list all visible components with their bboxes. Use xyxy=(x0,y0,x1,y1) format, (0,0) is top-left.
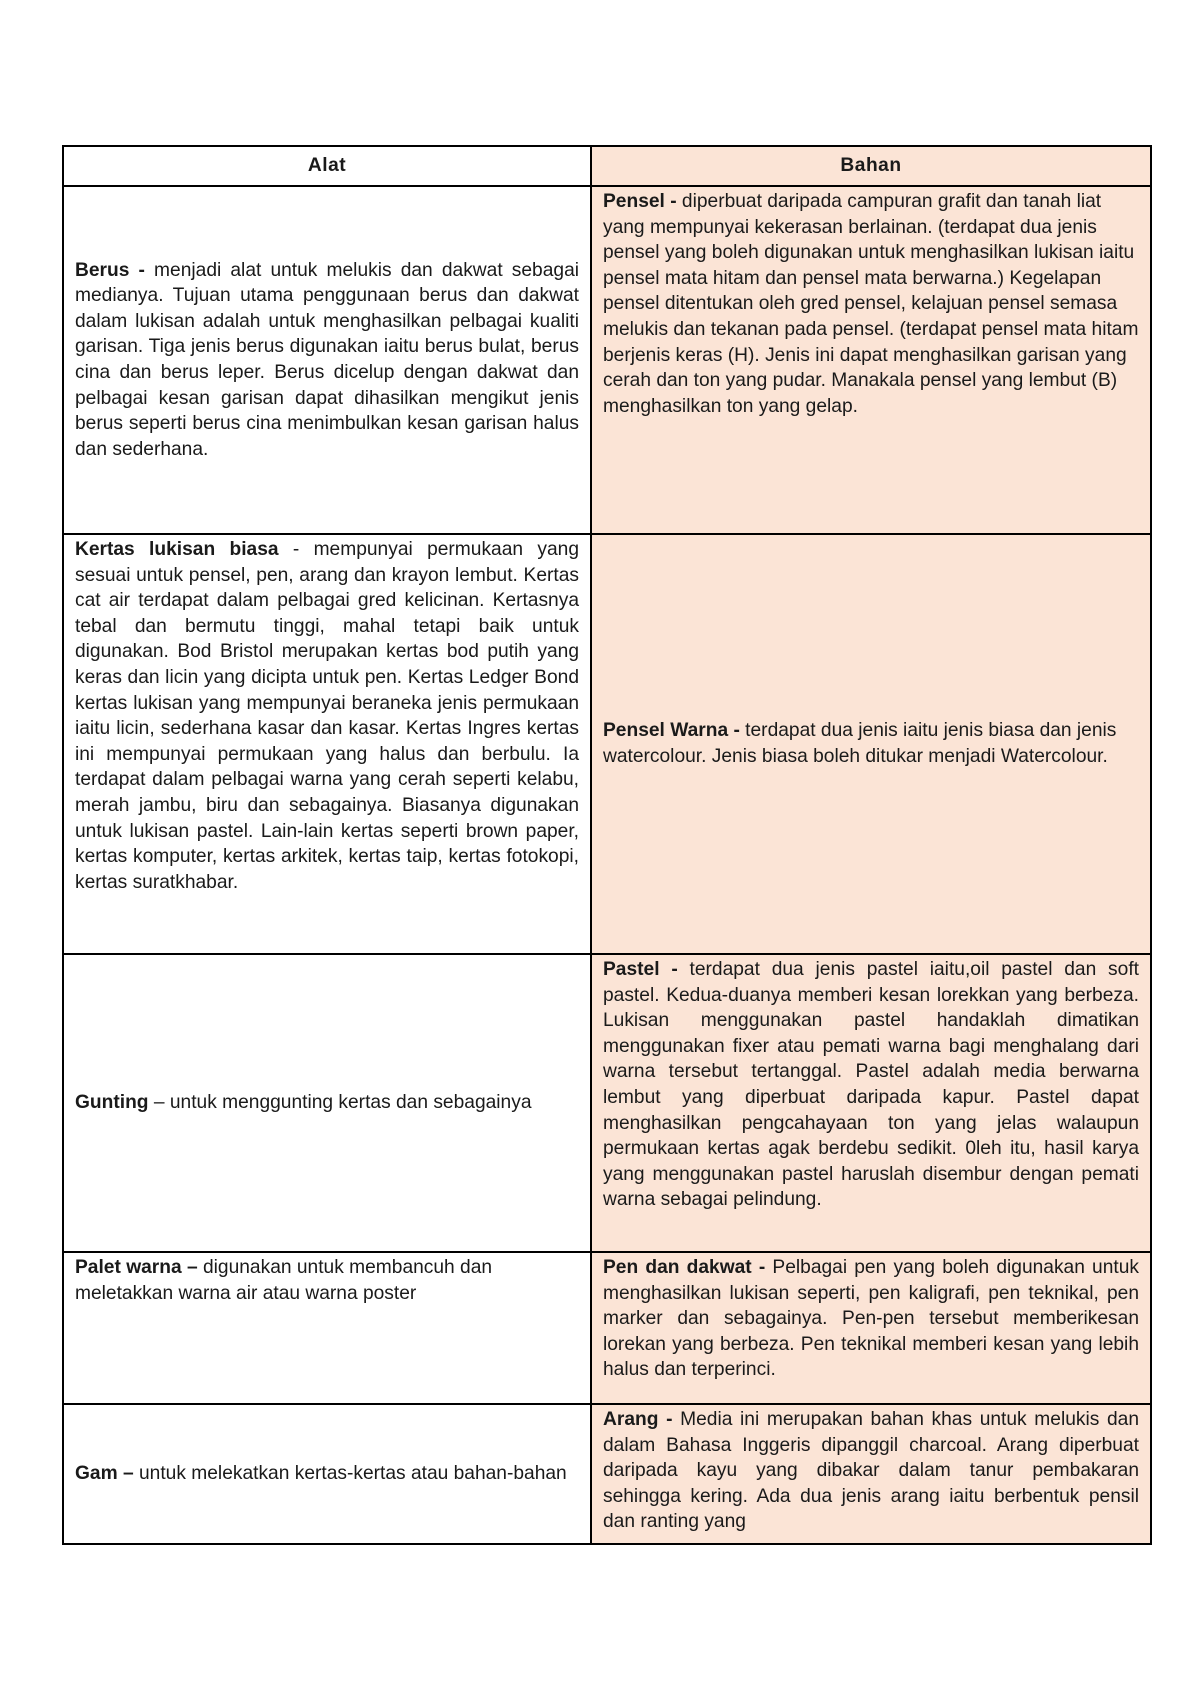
alat-description: digunakan untuk membancuh dan meletakkan warna air atau warna poster xyxy=(75,1257,493,1304)
header-alat: Alat xyxy=(63,146,591,186)
bahan-description: terdapat dua jenis iaitu jenis biasa dan jenis watercolour. Jenis biasa boleh ditukar menjadi Watercolour. xyxy=(603,720,1117,767)
alat-cell xyxy=(63,534,591,954)
table-header-row xyxy=(63,146,1151,186)
alat-term: Palet warna – xyxy=(75,1257,198,1278)
alat-term: Gunting xyxy=(75,1092,149,1114)
bahan-term: Pensel - xyxy=(603,191,677,212)
table-row xyxy=(63,534,1151,954)
bahan-term: Pen dan dakwat - xyxy=(603,1257,766,1278)
alat-description: menjadi alat untuk melukis dan dakwat sebagai medianya. Tujuan utama penggunaan berus dan dakwat dalam lukisan adalah untuk menghasilkan pelbagai kualiti garisan. Tiga jenis berus digunakan iaitu berus bulat, berus cina dan berus leper. Berus dicelup dengan dakwat dan pelbagai kesan garisan dapat dihasilkan mengikut jenis berus seperti berus cina menimbulkan kesan garisan halus dan sederhana. xyxy=(75,259,579,460)
bahan-cell xyxy=(591,1404,1151,1544)
bahan-description: terdapat dua jenis pastel iaitu,oil pastel dan soft pastel. Kedua-duanya memberi kesan lorekkan yang berbeza. Lukisan menggunakan pastel handaklah dimatikan menggunakan fixer atau pemati warna bagi menghalang dari warna tersebut tertanggal. Pastel adalah media berwarna lembut yang diperbuat daripada kapur. Pastel dapat menghasilkan pengcahayaan ton yang jelas walaupun permukaan kertas agak berdebu sedikit. 0leh itu, hasil karya yang menggunakan pastel haruslah disembur dengan pemati warna sebagai pelindung. xyxy=(603,959,1139,1211)
bahan-cell xyxy=(591,1252,1151,1404)
bahan-term: Pensel Warna - xyxy=(603,720,740,742)
table-row xyxy=(63,186,1151,534)
alat-term: Kertas lukisan biasa xyxy=(75,539,279,560)
table-row xyxy=(63,1404,1151,1544)
alat-description: - mempunyai permukaan yang sesuai untuk pensel, pen, arang dan krayon lembut. Kertas cat air terdapat dalam pelbagai gred kelicinan. Kertasnya tebal dan bermutu tinggi, mahal tetapi baik untuk digunakan. Bod Bristol merupakan kertas bod putih yang keras dan licin yang dicipta untuk pen. Kertas Ledger Bond kertas lukisan yang mempunyai beraneka jenis permukaan iaitu licin, sederhana kasar dan kasar. Kertas Ingres kertas ini mempunyai permukaan yang halus dan berbulu. Ia terdapat dalam pelbagai warna yang cerah seperti kelabu, merah jambu, biru dan sebagainya. Biasanya digunakan untuk lukisan pastel. Lain-lain kertas seperti brown paper, kertas komputer, kertas arkitek, kertas taip, kertas fotokopi, kertas suratkhabar. xyxy=(75,539,579,893)
bahan-description: Media ini merupakan bahan khas untuk melukis dan dalam Bahasa Inggeris dipanggil charcoal. Arang diperbuat daripada kayu yang dibakar dalam tanur pembakaran sehingga kering. Ada dua jenis arang iaitu berbentuk pensil dan ranting yang xyxy=(603,1409,1139,1533)
alat-cell xyxy=(63,954,591,1252)
alat-cell xyxy=(63,1404,591,1544)
header-bahan: Bahan xyxy=(591,146,1151,186)
bahan-description: Pelbagai pen yang boleh digunakan untuk menghasilkan lukisan seperti, pen kaligrafi, pen teknikal, pen marker dan sebagainya. Pen-pen tersebut memberikesan lorekan yang berbeza. Pen teknikal memberi kesan yang lebih halus dan terperinci. xyxy=(603,1257,1139,1381)
bahan-description: diperbuat daripada campuran grafit dan tanah liat yang mempunyai kekerasan berlainan. (terdapat dua jenis pensel yang boleh digunakan untuk menghasilkan lukisan iaitu pensel mata hitam dan pensel mata berwarna.) Kegelapan pensel ditentukan oleh gred pensel, kelajuan pensel semasa melukis dan tekanan pada pensel. (terdapat pensel mata hitam berjenis keras (H). Jenis ini dapat menghasilkan garisan yang cerah dan ton yang pudar. Manakala pensel yang lembut (B) menghasilkan ton yang gelap. xyxy=(603,191,1139,417)
alat-description: – untuk menggunting kertas dan sebagainya xyxy=(148,1092,532,1114)
bahan-term: Arang - xyxy=(603,1409,673,1430)
bahan-cell xyxy=(591,954,1151,1252)
bahan-cell xyxy=(591,534,1151,954)
alat-bahan-table xyxy=(62,145,1152,1545)
bahan-term: Pastel - xyxy=(603,959,678,980)
alat-term: Berus - xyxy=(75,259,145,281)
table-row xyxy=(63,1252,1151,1404)
alat-cell xyxy=(63,1252,591,1404)
bahan-cell xyxy=(591,186,1151,534)
table-row xyxy=(63,954,1151,1252)
alat-cell xyxy=(63,186,591,534)
alat-term: Gam – xyxy=(75,1463,134,1485)
alat-description: untuk melekatkan kertas-kertas atau bahan-bahan xyxy=(133,1463,567,1485)
